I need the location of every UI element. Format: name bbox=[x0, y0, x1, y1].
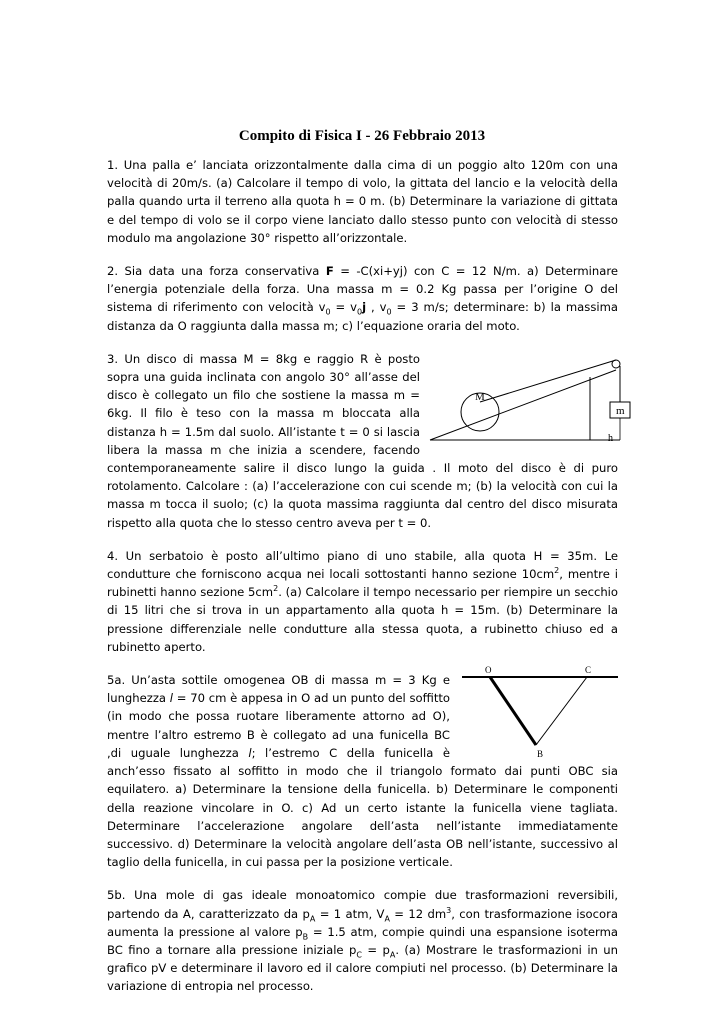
problem-5b: 5b. Una mole di gas ideale monoatomico compie due trasformazioni reversibili, partendo da A, caratterizzato da $p_A = 1$ atm, $V_A = 12$ $dm^3$, con trasformazione isocora aumenta la pressione al valore $p_B = 1.5$ atm, compie quindi una espansione isoterma BC fino a tornare alla pressione iniziale $p_C = p_A$. (a) Mostrare le trasformazioni in un grafico pV e determinare il lavoro ed il calore compiuti nel processo. (b) Determinare la variazione di entropia nel processo. bbox=[107, 888, 619, 994]
point-c-label: C bbox=[585, 665, 592, 676]
inclined-plane-figure bbox=[430, 350, 625, 445]
mass-label: m bbox=[616, 404, 625, 417]
point-b-label: B bbox=[537, 749, 544, 760]
problem-2: 2. Sia data una forza conservativa F = -C(xi+yj) con C = 12 N/m. a) Determinare l’energia potenziale della forza. Una massa m = 0.2 Kg passa per l’origine O del sistema di riferimento con velocità $v_0 = v_0j$ , $v_0 = 3$ m/s; determinare: b) la massima distanza da O raggiunta dalla massa m; c) l’equazione oraria del moto. bbox=[107, 264, 618, 333]
problem-5a: O C B 5a. Un’asta sottile omogenea OB di massa m = 3 Kg e lunghezza l = 70 cm è appesa in O ad un punto del soffitto (in modo che possa ruotare liberamente attorno ad O), mentre l’altro estremo B è collegato ad una funicella BC ,di uguale lunghezza l; l’estremo C della funicella è anch’esso fissato al soffitto in modo che il triangolo formato dai punti OBC sia equilatero. a) Determinare la tensione della funicella. b) Determinare le componenti della reazione vincolare in O. c) Ad un certo istante la funicella viene tagliata. Determinare l’accelerazione angolare dell’asta nell’istante immediatamente successivo. d) Determinare la velocità angolare dell’asta OB nell’istante, successivo al taglio della funicella, in cui passa per la posizione verticale. bbox=[107, 665, 618, 870]
rod-ob bbox=[490, 677, 536, 745]
incline-line bbox=[430, 370, 616, 440]
problem-1: 1. Una palla e’ lanciata orizzontalmente dalla cima di un poggio alto 120m con una velocità di 20m/s. (a) Calcolare il tempo di volo, la gittata del lancio e la velocità della palla quando urta il terreno alla quota h = 0 m. (b) Determinare la variazione di gittata e del tempo di volo se il corpo viene lanciato dallo stesso punto con velocità di stesso modulo ma angolazione 30° rispetto all’orizzontale. bbox=[107, 158, 618, 245]
document-body bbox=[107, 156, 625, 1011]
problem-3: M m h 3. Un disco di massa M = 8kg e raggio R è posto sopra una guida inclinata con angolo 30° all’asse del disco è collegato un filo che sostiene la massa m = 6kg. Il filo è teso con la massa m bloccata alla distanza h = 1.5m dal suolo. All’istante t = 0 si lascia libera la massa m che inizia a scendere, facendo contemporaneamente salire il disco lungo la guida . Il moto del disco è di puro rotolamento. Calcolare : (a) l’accelerazione con cui scende m; (b) la velocità con cui la massa m tocca il suolo; (c) la quota massima raggiunta dal centro del disco misurata rispetto alla quota che lo stesso centro aveva per t = 0. bbox=[107, 350, 618, 532]
problem-4: 4. Un serbatoio è posto all’ultimo piano di uno stabile, alla quota H = 35m. Le condutture che forniscono acqua nei locali sottostanti hanno sezione $10cm^2$, mentre i rubinetti hanno sezione $5cm^2$. (a) Calcolare il tempo necessario per riempire un secchio di 15 litri che si trova in un appartamento alla quota h = 15m. (b) Determinare la pressione differenziale nelle condutture alla stessa quota, a rubinetto chiuso ed a rubinetto aperto. bbox=[107, 548, 618, 654]
disk-label: M bbox=[475, 390, 485, 403]
rod-triangle-figure bbox=[460, 665, 620, 760]
pulley-circle bbox=[612, 360, 620, 368]
string-bc bbox=[536, 677, 587, 745]
page-title: Compito di Fisica I - 26 Febbraio 2013 bbox=[238, 128, 486, 144]
point-o-label: O bbox=[485, 665, 492, 676]
height-label: h bbox=[608, 432, 613, 444]
